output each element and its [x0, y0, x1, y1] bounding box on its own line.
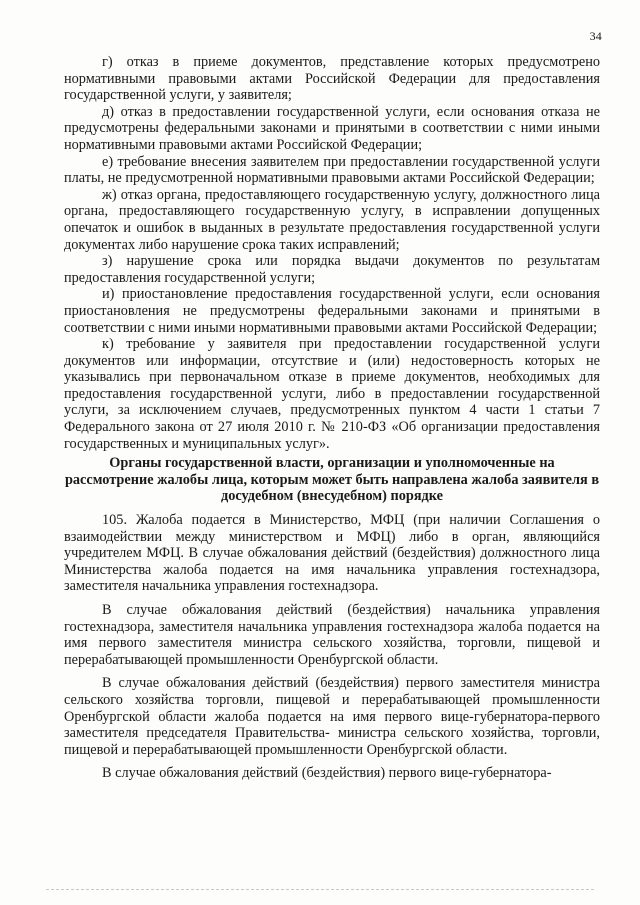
paragraph-105: 105. Жалоба подается в Министерство, МФЦ (при наличии Соглашения о взаимодействии между министерством и МФЦ) либо в орган, являющийся учредителем МФЦ. В случае обжалования действий (бездействия) должностного лица Министерства жалоба подается на имя начальника управления гостехнадзора, заместителя начальника управления гостехнадзора. — [64, 512, 600, 595]
paragraph-case-first-vice-governor: В случае обжалования действий (бездействия) первого вице-губернатора- — [102, 765, 552, 782]
section-heading: Органы государственной власти, организации и уполномоченные на рассмотрение жалобы лица, которым может быть направлена жалоба заявителя в досудебном (внесудебном) порядке — [64, 455, 600, 505]
page-number: 34 — [589, 29, 602, 43]
scan-edge-line — [46, 889, 594, 890]
paragraph-case-first-deputy-minister: В случае обжалования действий (бездействия) первого заместителя министра сельского хозяйства торговли, пищевой и перерабатывающей промышленности Оренбургской области жалоба подается на имя первого вице-губернатора-первого заместителя председателя Правительства- министра сельского хозяйства, торговли, пищевой и перерабатывающей промышленности Оренбургской области. — [64, 675, 600, 758]
list-item-k: к) требование у заявителя при предоставлении государственной услуги документов или информации, отсутствие и (или) недостоверность которых не указывались при первоначальном отказе в приеме документов, необходимых для предоставления государственной услуги, либо в предоставлении государственной услуги, за исключением случаев, предусмотренных пунктом 4 части 1 статьи 7 Федерального закона от 27 июля 2010 г. № 210-ФЗ «Об организации предоставления государственных и муниципальных услуг». — [64, 336, 600, 452]
list-item-zh: ж) отказ органа, предоставляющего государственную услугу, должностного лица органа, предоставляющего государственную услугу, в исправлении допущенных опечаток и ошибок в выданных в результате предоставления государственной услуги документах либо нарушение срока таких исправлений; — [64, 186, 600, 253]
list-item-i: и) приостановление предоставления государственной услуги, если основания приостановления не предусмотрены федеральными законами и принятыми в соответствии с ними иными нормативными правовыми актами Российской Федерации; — [64, 286, 600, 336]
paragraph-case-head-gostekhnadzor: В случае обжалования действий (бездействия) начальника управления гостехнадзора, заместителя начальника управления гостехнадзора жалоба подается на имя первого заместителя министра сельского хозяйства, торговли, пищевой и перерабатывающей промышленности Оренбургской области. — [64, 602, 600, 668]
list-item-g: г) отказ в приеме документов, представление которых предусмотрено нормативными правовыми актами Российской Федерации для предоставления государственной услуги, у заявителя; — [64, 54, 600, 104]
document-body — [64, 54, 600, 782]
list-item-d: д) отказ в предоставлении государственной услуги, если основания отказа не предусмотрены федеральными законами и принятыми в соответствии с ними иными нормативными правовыми актами Российской Федерации; — [64, 103, 600, 153]
list-item-z: з) нарушение срока или порядка выдачи документов по результатам предоставления государственной услуги; — [64, 253, 600, 286]
list-item-e: е) требование внесения заявителем при предоставлении государственной услуги платы, не предусмотренной нормативными правовыми актами Российской Федерации; — [64, 153, 600, 187]
